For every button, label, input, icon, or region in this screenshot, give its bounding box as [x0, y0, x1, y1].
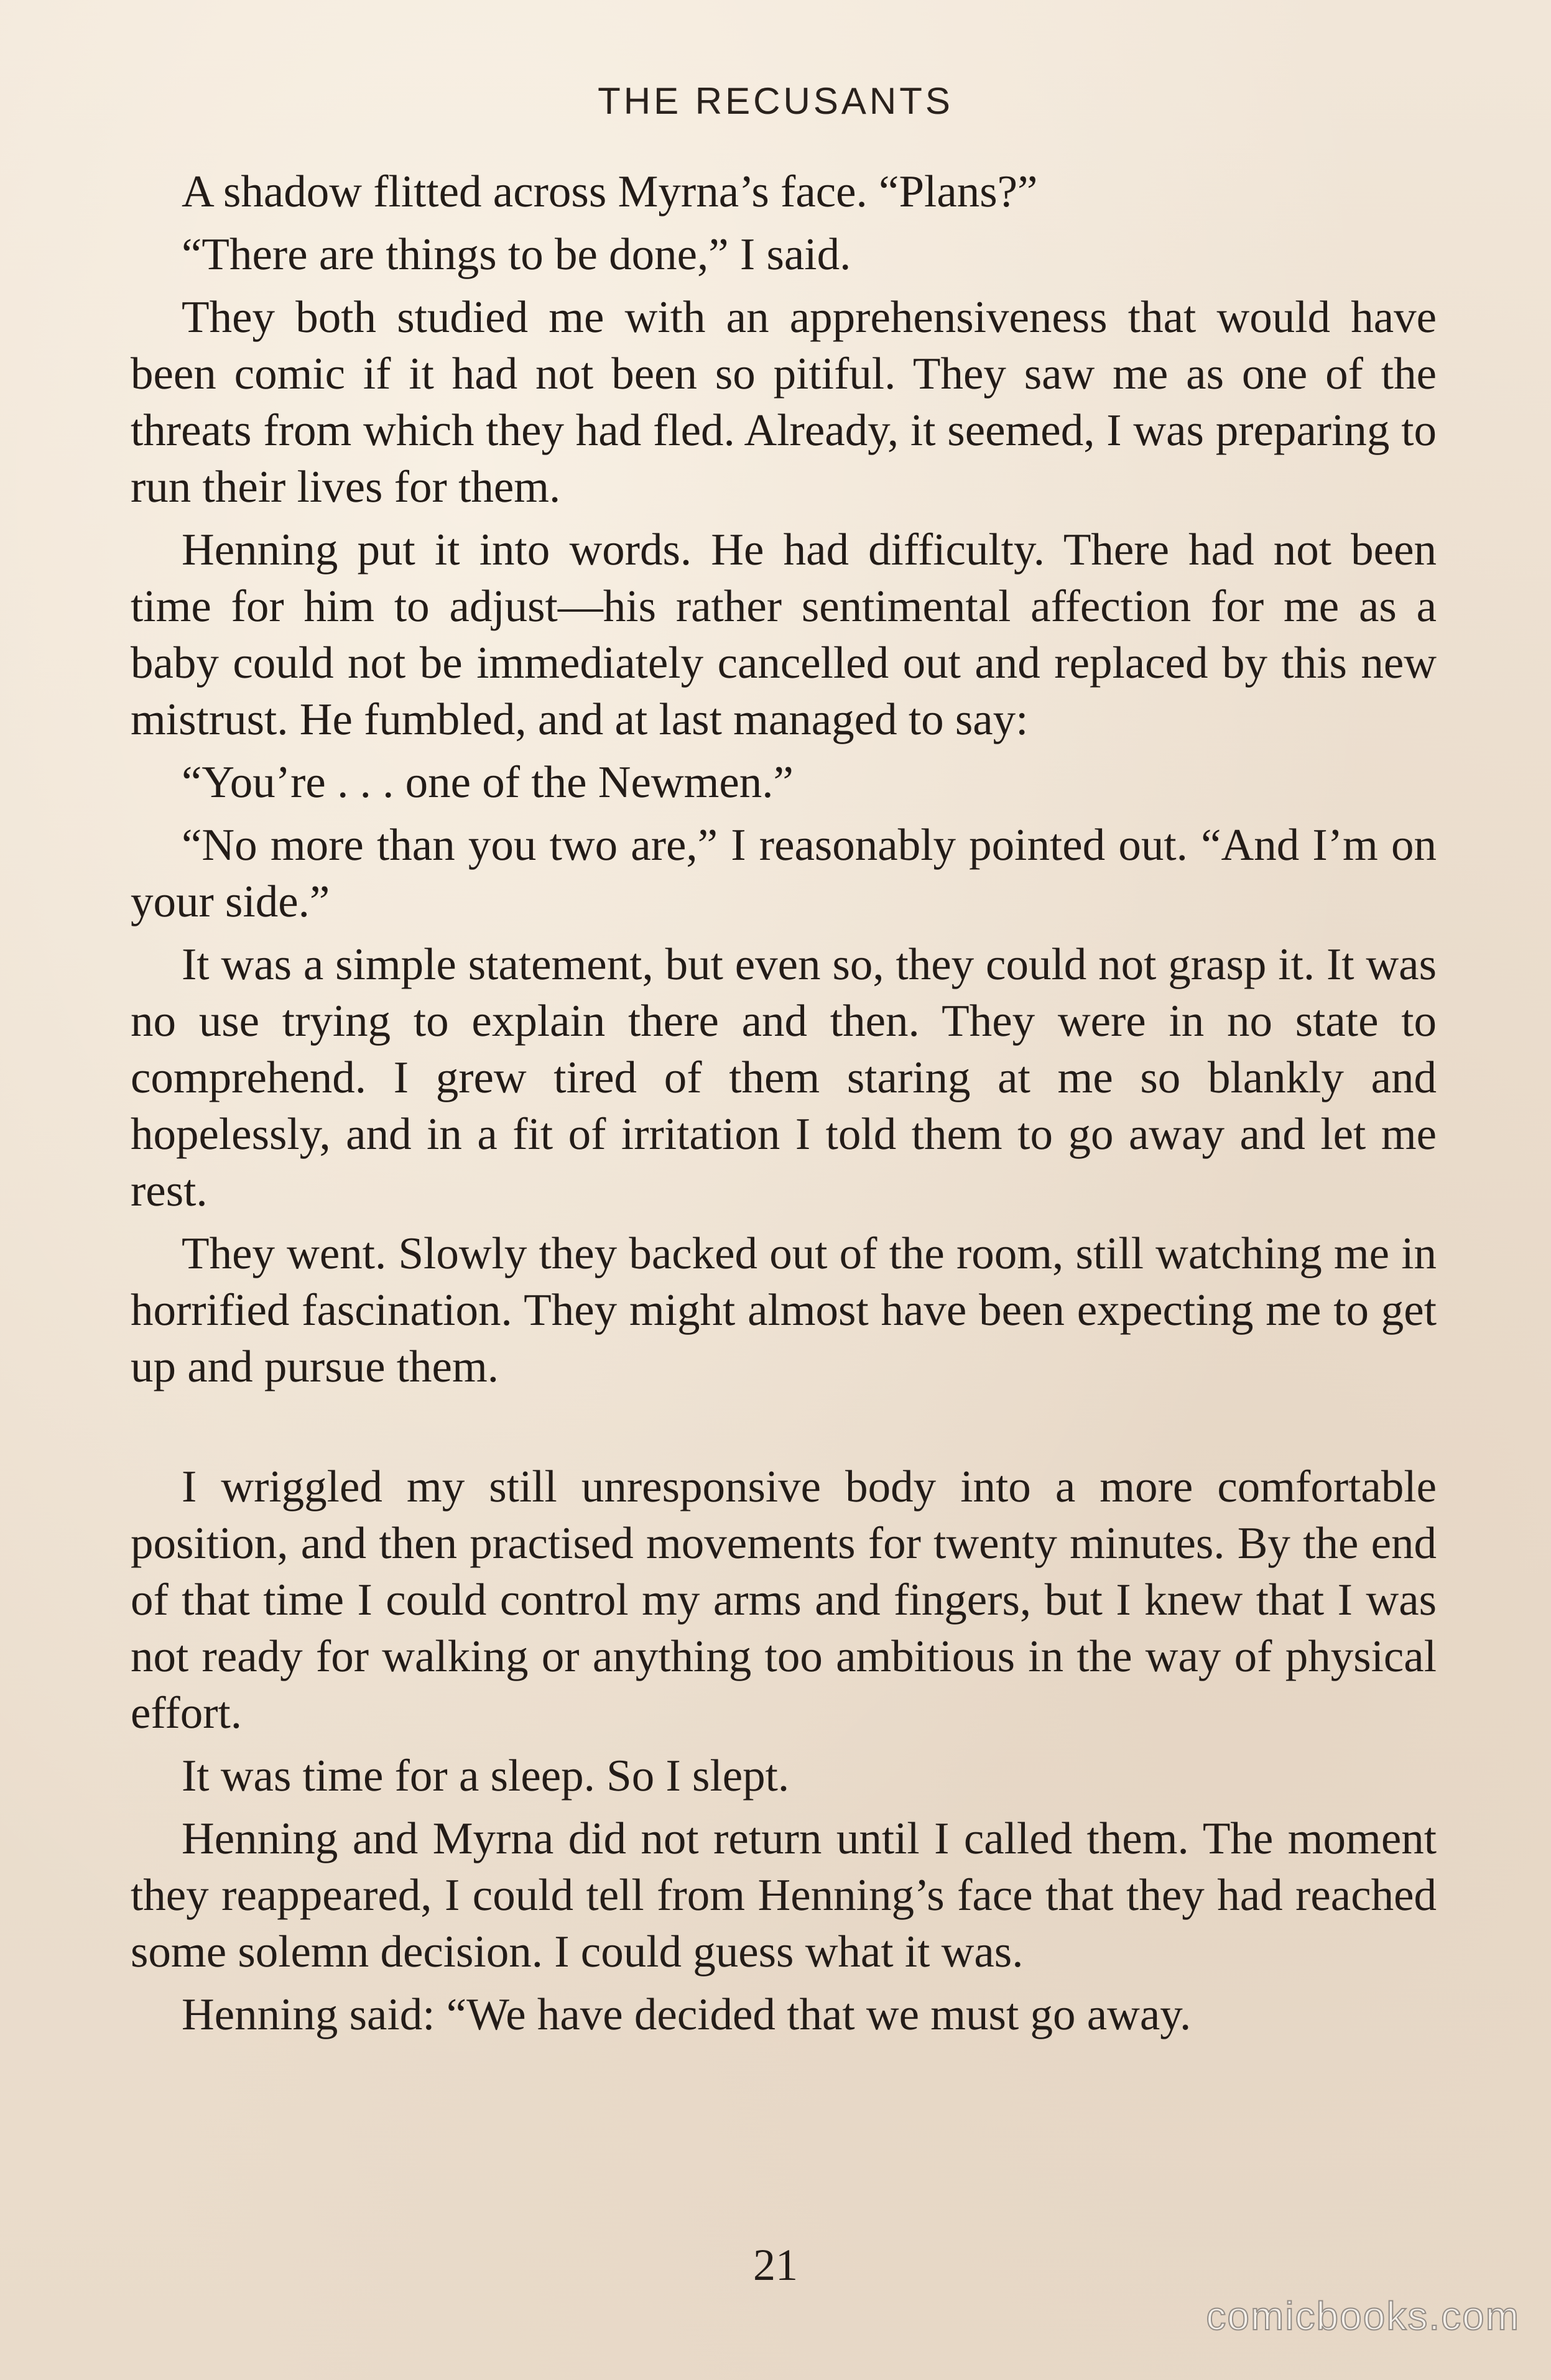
paragraph: They both studied me with an apprehensiveness that would have been comic if it had not been so pitiful. They saw me as one of the threats from which they had fled. Already, it seemed, I was preparing to run their lives for them. — [131, 292, 1437, 512]
paragraph: A shadow flitted across Myrna’s face. “Plans?” — [182, 166, 1038, 216]
paragraph: “There are things to be done,” I said. — [182, 229, 851, 279]
paragraph: Henning and Myrna did not return until I called them. The moment they reappeared, I could tell from Henning’s face that they had reached some solemn decision. I could guess what it was. — [131, 1813, 1437, 1976]
paragraph: “You’re . . . one of the Newmen.” — [182, 757, 794, 807]
paragraph: They went. Slowly they backed out of the room, still watching me in horrified fascination. They might almost have been expecting me to get up and pursue them. — [131, 1228, 1437, 1391]
section-break — [131, 1401, 1437, 1458]
paragraph: It was a simple statement, but even so, they could not grasp it. It was no use trying to explain there and then. They were in no state to comprehend. I grew tired of them staring at me so blankly and hopelessly, and in a fit of irritation I told them to go away and let me rest. — [131, 939, 1437, 1215]
paragraph: I wriggled my still unresponsive body into a more comfortable position, and then practised movements for twenty minutes. By the end of that time I could control my arms and fingers, but I knew that I was not ready for walking or anything too ambitious in the way of physical effort. — [131, 1461, 1437, 1738]
watermark: comicbooks.com — [1206, 2294, 1520, 2338]
paragraph: Henning put it into words. He had difficulty. There had not been time for him to adjust—his rather sentimental affection for me as a baby could not be immediately cancelled out and replaced by this new mistrust. He fumbled, and at last managed to say: — [131, 524, 1437, 744]
paragraph: It was time for a sleep. So I slept. — [182, 1750, 790, 1801]
running-head: THE RECUSANTS — [598, 80, 953, 122]
paragraph: Henning said: “We have decided that we must go away. — [182, 1989, 1192, 2039]
paragraph: “No more than you two are,” I reasonably pointed out. “And I’m on your side.” — [131, 819, 1437, 926]
body-text — [131, 163, 1437, 2049]
page-number: 21 — [753, 2240, 798, 2290]
